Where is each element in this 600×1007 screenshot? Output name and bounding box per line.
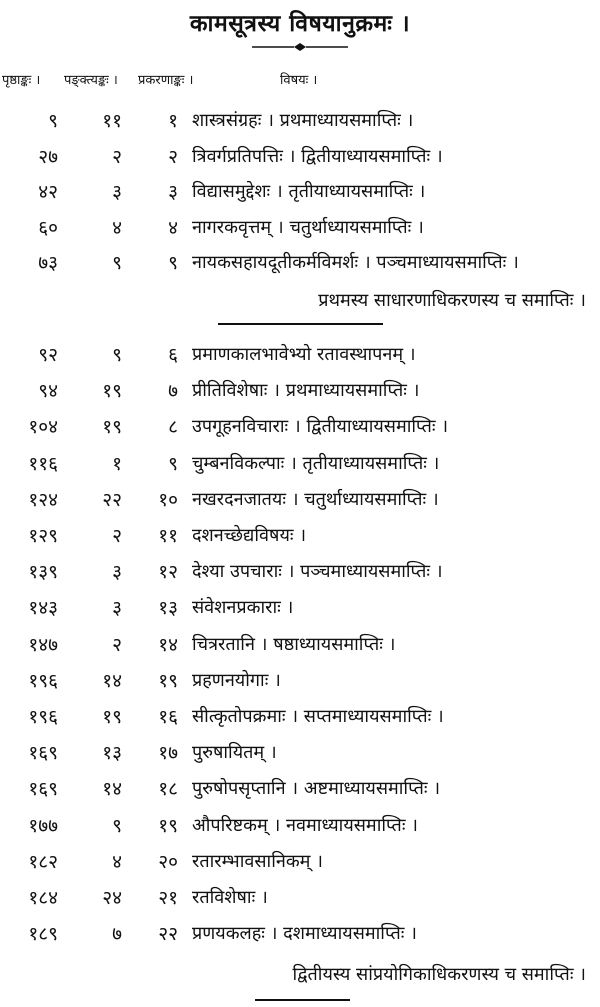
subject-text: विद्यासमुद्देशः । तृतीयाध्यायसमाप्तिः ।	[192, 181, 426, 202]
index-row	[0, 593, 600, 623]
section-2-closing: द्वितीयस्य सांप्रयोगिकाधिकरणस्य च समाप्तिः ।	[292, 964, 586, 985]
page-number: ११६	[28, 452, 58, 475]
chapter-number: १३	[158, 597, 178, 620]
subject-text: चित्ररतानि । षष्ठाध्यायसमाप्तिः ।	[192, 633, 396, 655]
index-row	[0, 376, 600, 406]
line-number: २	[112, 145, 122, 168]
chapter-number: १	[168, 110, 178, 132]
index-row	[0, 485, 600, 515]
line-number: ४	[112, 216, 122, 239]
subject-text: नायकसहायदूतीकर्मविमर्शः । पञ्चमाध्यायसमाप्तिः ।	[192, 252, 519, 273]
chapter-number: २२	[158, 923, 178, 946]
chapter-number: ८	[168, 416, 178, 439]
section-divider	[218, 323, 383, 325]
index-row	[0, 883, 600, 913]
line-number: १९	[102, 416, 122, 439]
chapter-number: २	[168, 145, 178, 168]
subject-text: रतविशेषाः ।	[192, 887, 268, 908]
chapter-number: ९	[168, 252, 178, 274]
ornament-divider	[250, 42, 350, 52]
page-number: १७७	[28, 814, 58, 837]
subject-text: दशनच्छेद्यविषयः ।	[192, 525, 307, 546]
subject-text: रतारम्भावसानिकम् ।	[192, 850, 323, 872]
subject-text: प्रणयकलहः । दशमाध्यायसमाप्तिः ।	[192, 923, 417, 945]
line-number: २४	[102, 887, 122, 909]
page-number: १०४	[28, 416, 58, 439]
end-divider	[255, 999, 350, 1001]
page-number: १६९	[28, 742, 58, 765]
chapter-number: १२	[158, 561, 178, 584]
line-number: १४	[102, 669, 122, 692]
page-number: ९	[48, 110, 58, 132]
chapter-number: ४	[168, 216, 178, 239]
line-number: १९	[102, 706, 122, 728]
index-row	[0, 847, 600, 877]
line-number: २	[112, 525, 122, 547]
line-number: १	[112, 452, 122, 475]
chapter-number: १०	[158, 488, 178, 511]
line-number: ४	[112, 850, 122, 873]
page-number: १२९	[28, 525, 58, 547]
chapter-number: २१	[158, 887, 178, 909]
index-row	[0, 213, 600, 243]
page-number: १८९	[28, 923, 58, 946]
line-number: २२	[102, 488, 122, 511]
subject-text: प्रहणनयोगाः ।	[192, 669, 281, 691]
index-row	[0, 412, 600, 442]
line-number: ७	[112, 923, 122, 946]
page-number: १६९	[28, 778, 58, 801]
page-number: १४३	[28, 597, 58, 620]
index-row	[0, 811, 600, 841]
line-number: ९	[112, 252, 122, 274]
line-number: ३	[112, 181, 122, 203]
page-number: १३९	[28, 561, 58, 584]
chapter-number: १८	[158, 778, 178, 801]
index-row	[0, 106, 600, 136]
index-row	[0, 774, 600, 804]
page-number: ७३	[38, 252, 58, 274]
index-row	[0, 630, 600, 660]
subject-text: शास्त्रसंग्रहः । प्रथमाध्यायसमाप्तिः ।	[192, 110, 414, 131]
chapter-number: १९	[158, 814, 178, 837]
line-number: २	[112, 633, 122, 656]
chapter-number: ३	[168, 181, 178, 203]
line-number: ३	[112, 561, 122, 584]
subject-text: पुरुषोपसृप्तानि । अष्टमाध्यायसमाप्तिः ।	[192, 778, 441, 800]
line-number: ११	[102, 110, 122, 132]
subject-text: नखरदनजातयः । चतुर्थाध्यायसमाप्तिः ।	[192, 488, 439, 510]
subject-text: नागरकवृत्तम् । चतुर्थाध्यायसमाप्तिः ।	[192, 216, 424, 238]
subject-text: देश्या उपचाराः । पञ्चमाध्यायसमाप्तिः ।	[192, 561, 443, 583]
line-number: ९	[112, 344, 122, 366]
index-row	[0, 449, 600, 479]
subject-text: त्रिवर्गप्रतिपत्तिः । द्वितीयाध्यायसमाप्तिः ।	[192, 145, 443, 167]
subject-text: पुरुषायितम् ।	[192, 742, 277, 764]
page-number: ९४	[38, 380, 58, 403]
subject-text: औपरिष्टकम् । नवमाध्यायसमाप्तिः ।	[192, 814, 418, 836]
index-row	[0, 248, 600, 278]
index-row	[0, 738, 600, 768]
page-number: १४७	[28, 633, 58, 656]
chapter-number: १९	[158, 669, 178, 692]
line-number: १९	[102, 380, 122, 403]
index-row	[0, 142, 600, 172]
subject-text: प्रीतिविशेषाः । प्रथमाध्यायसमाप्तिः ।	[192, 380, 420, 402]
chapter-number: ११	[158, 525, 178, 547]
line-number: १३	[102, 742, 122, 765]
subject-text: सीत्कृतोपक्रमाः । सप्तमाध्यायसमाप्तिः ।	[192, 706, 444, 727]
page-number: २७	[38, 145, 58, 168]
column-header-subject: विषयः ।	[280, 73, 318, 88]
line-number: १४	[102, 778, 122, 801]
section-1-closing: प्रथमस्य साधारणाधिकरणस्य च समाप्तिः ।	[318, 290, 586, 311]
chapter-number: २०	[158, 850, 178, 873]
page-number: १८२	[28, 850, 58, 873]
subject-text: प्रमाणकालभावेभ्यो रतावस्थापनम् ।	[192, 344, 416, 365]
column-headers	[0, 70, 600, 92]
index-row	[0, 702, 600, 732]
line-number: ९	[112, 814, 122, 837]
page-number: ४२	[38, 181, 58, 203]
index-row	[0, 177, 600, 207]
index-row	[0, 919, 600, 949]
chapter-number: ९	[168, 452, 178, 475]
page-number: १९६	[28, 669, 58, 692]
column-header-line: पङ्क्त्यङ्कः ।	[64, 73, 118, 88]
chapter-number: ६	[168, 344, 178, 366]
index-row	[0, 340, 600, 370]
page-title: कामसूत्रस्य विषयानुक्रमः ।	[189, 10, 411, 37]
chapter-number: ७	[168, 380, 178, 403]
subject-text: संवेशनप्रकाराः ।	[192, 597, 294, 619]
page-number: १२४	[28, 488, 58, 511]
line-number: ३	[112, 597, 122, 620]
page-number: ९२	[38, 344, 58, 366]
page-number: १८४	[28, 887, 58, 909]
page-number: १९६	[28, 706, 58, 728]
subject-text: उपगूहनविचाराः । द्वितीयाध्यायसमाप्तिः ।	[192, 416, 449, 438]
index-row	[0, 521, 600, 551]
chapter-number: १७	[158, 742, 178, 765]
chapter-number: १४	[158, 633, 178, 656]
subject-text: चुम्बनविकल्पाः । तृतीयाध्यायसमाप्तिः ।	[192, 452, 440, 474]
column-header-chapter: प्रकरणाङ्कः ।	[138, 73, 194, 88]
chapter-number: १६	[158, 706, 178, 728]
index-row	[0, 666, 600, 696]
page-number: ६०	[38, 216, 58, 239]
index-row	[0, 557, 600, 587]
column-header-page: पृष्ठाङ्कः ।	[2, 73, 41, 88]
